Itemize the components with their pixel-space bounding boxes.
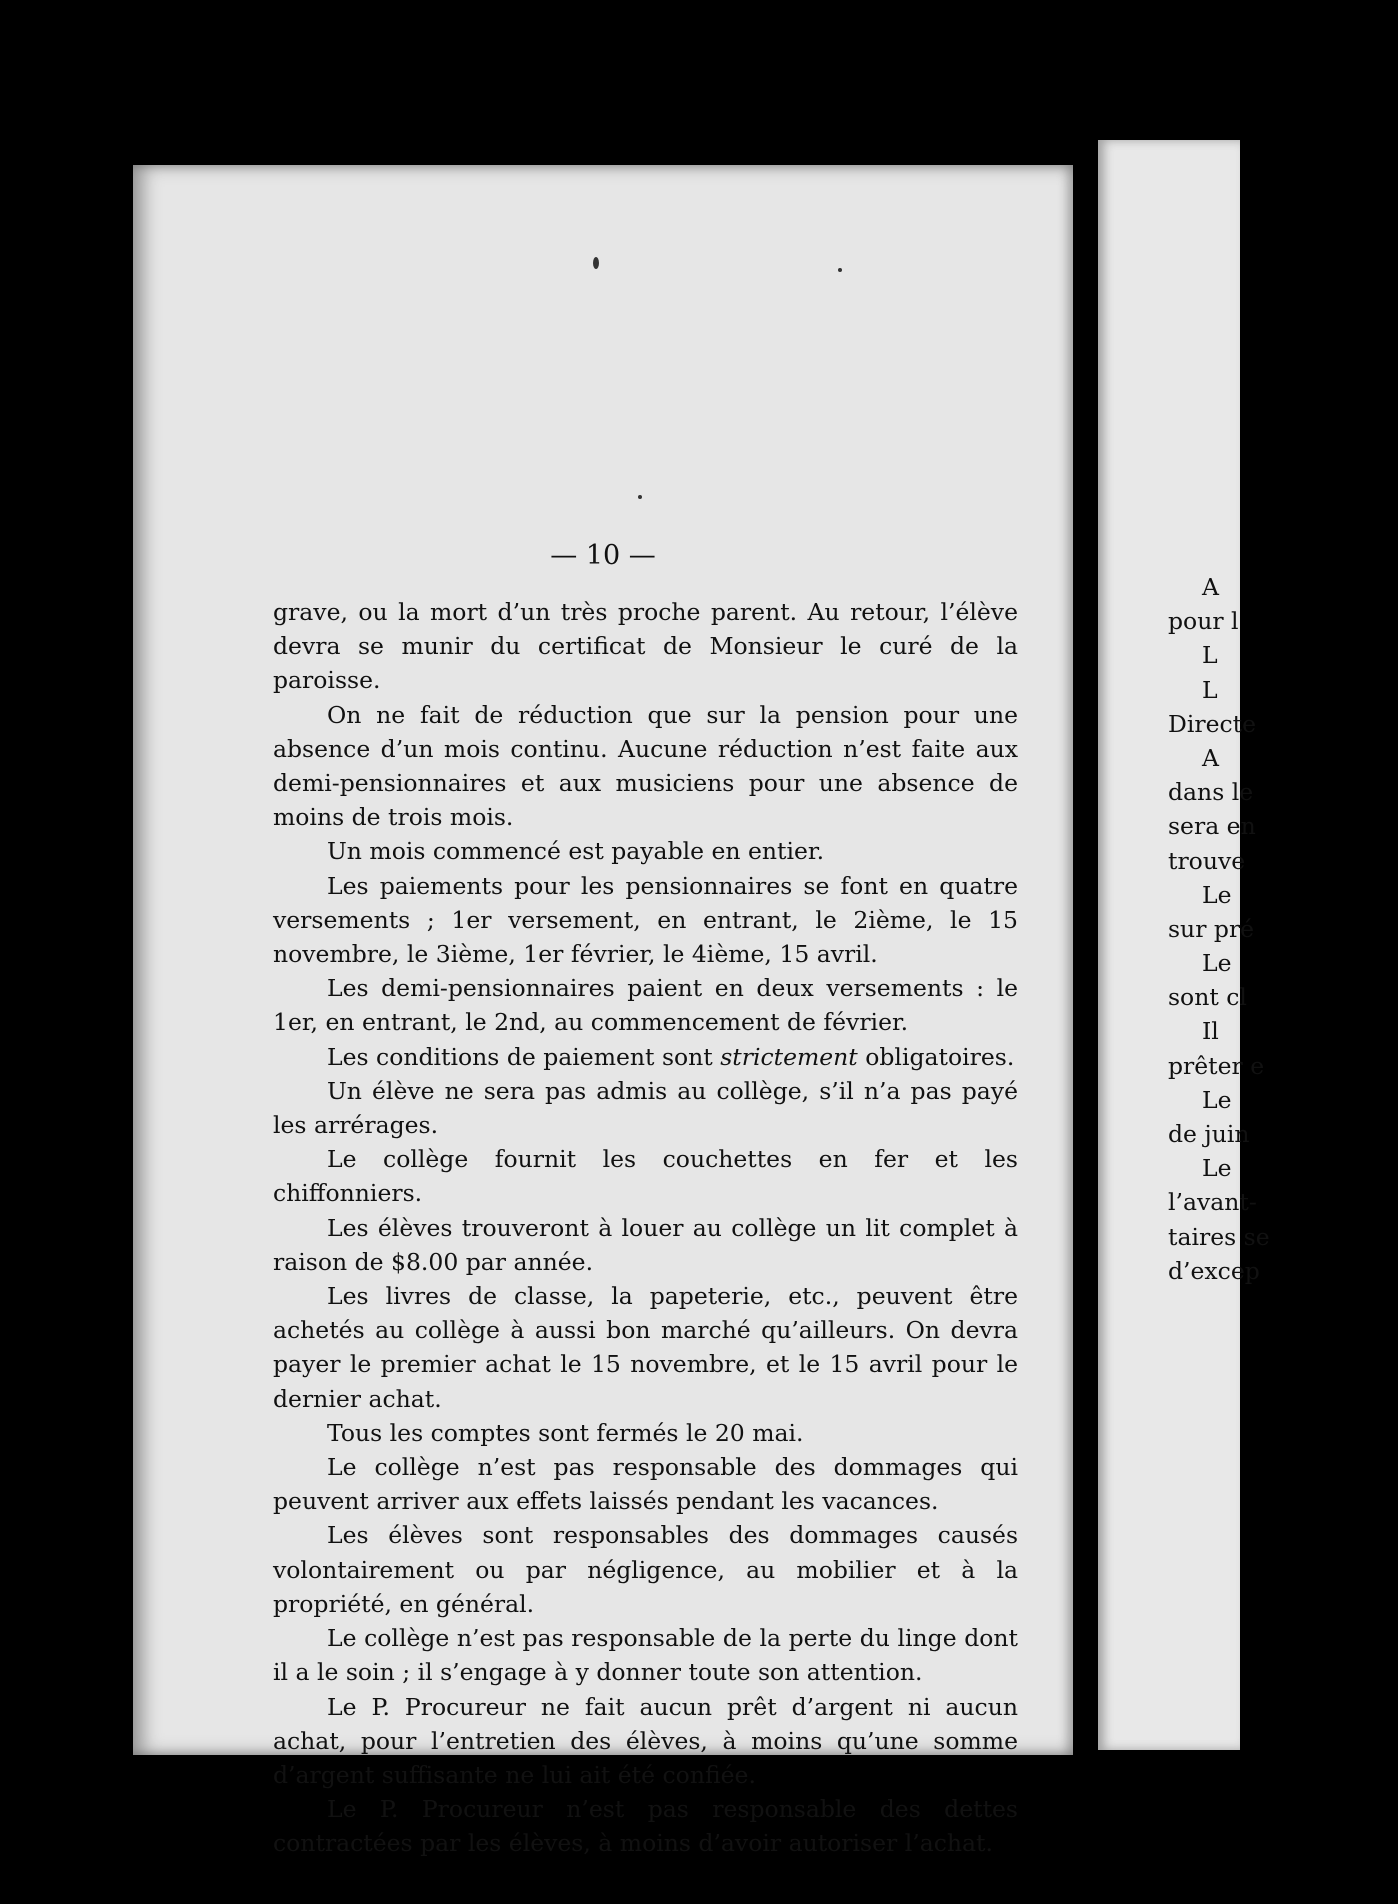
paragraph: Les demi-pensionnaires paient en deux versements : le 1er, en entrant, le 2nd, au commencement de février.	[273, 974, 1018, 1037]
facing-page-line: A	[1202, 743, 1219, 772]
facing-page-line: dans le	[1168, 778, 1254, 807]
paragraph: Les livres de classe, la papeterie, etc., peuvent être achetés au collège à aussi bon marché qu’ailleurs. On devra payer le premier achat le 15 novembre, et le 15 avril pour le dernier achat.	[273, 1282, 1018, 1413]
facing-page-line: Il	[1202, 1017, 1219, 1046]
paragraph	[273, 1040, 1018, 1074]
facing-page-line: pour l	[1168, 607, 1239, 636]
ink-speck	[638, 495, 642, 499]
paragraph: Un mois commencé est payable en entier.	[327, 837, 825, 866]
page-number: — 10 —	[550, 540, 656, 571]
facing-page-line: Le	[1202, 880, 1232, 909]
facing-page-line: l’avant-	[1168, 1188, 1257, 1217]
ink-speck	[593, 257, 599, 269]
left-page	[133, 165, 1073, 1858]
paragraph: Le P. Procureur ne fait aucun prêt d’argent ni aucun achat, pour l’entretien des élèves, à moins qu’une somme d’argent suffisante ne lui ait été confiée.	[273, 1692, 1018, 1789]
paragraph: On ne fait de réduction que sur la pension pour une absence d’un mois continu. Aucune réduction n’est faite aux demi-pensionnaires et aux musiciens pour une absence de moins de trois mois.	[273, 700, 1018, 832]
paragraph: Les élèves trouveront à louer au collège un lit complet à raison de $8.00 par année.	[273, 1213, 1018, 1276]
facing-page-line: A	[1202, 573, 1219, 601]
facing-page-line: Directe	[1168, 709, 1257, 738]
facing-page-line: sont cl	[1168, 983, 1247, 1012]
paragraph: Tous les comptes sont fermés le 20 mai.	[327, 1418, 804, 1447]
paragraph: Le collège n’est pas responsable des dommages qui peuvent arriver aux effets laissés pendant les vacances.	[273, 1453, 1018, 1516]
facing-page-line: L	[1202, 675, 1218, 704]
paragraph: Les paiements pour les pensionnaires se font en quatre versements ; 1er versement, en entrant, le 2ième, le 15 novembre, le 3ième, 1er février, le 4ième, 15 avril.	[273, 871, 1018, 969]
paragraph: Un élève ne sera pas admis au collège, s’il n’a pas payé les arrérages.	[273, 1076, 1018, 1140]
body-text	[273, 595, 1018, 1861]
facing-page-line: L	[1202, 641, 1218, 670]
paragraph-text: Les conditions de paiement sont	[327, 1042, 721, 1071]
facing-page-line: Le	[1202, 949, 1232, 978]
paragraph: grave, ou la mort d’un très proche parent. Au retour, l’élève devra se munir du certificat de Monsieur le curé de la paroisse.	[273, 598, 1018, 695]
facing-page-line: Le	[1202, 1085, 1232, 1114]
facing-page	[1098, 140, 1270, 1750]
paragraph-text: obligatoires.	[857, 1042, 1015, 1071]
facing-page-line: trouve	[1168, 846, 1246, 875]
facing-page-line: de juin	[1168, 1120, 1250, 1148]
paragraph: Le collège fournit les couchettes en fer et les chiffonniers.	[273, 1145, 1018, 1208]
ink-speck	[838, 268, 842, 272]
facing-page-line: d’excep	[1168, 1256, 1260, 1285]
paragraph: Le P. Procureur n’est pas responsable des dettes contractées par les élèves, à moins d’avoir autoriser l’achat.	[273, 1795, 1018, 1858]
emphasis-text: strictement	[720, 1042, 858, 1071]
facing-page-line: taires se	[1168, 1222, 1270, 1251]
facing-page-line: sera en	[1168, 812, 1256, 841]
facing-page-text	[1098, 570, 1398, 1288]
paragraph: Le collège n’est pas responsable de la perte du linge dont il a le soin ; il s’engage à y donner toute son attention.	[273, 1624, 1018, 1687]
facing-page-line: sur pré	[1168, 914, 1255, 943]
facing-page-line: prêter e	[1168, 1051, 1265, 1080]
paragraph: Les élèves sont responsables des dommages causés volontairement ou par négligence, au mobilier et à la propriété, en général.	[273, 1521, 1018, 1618]
facing-page-line: Le	[1202, 1154, 1232, 1183]
